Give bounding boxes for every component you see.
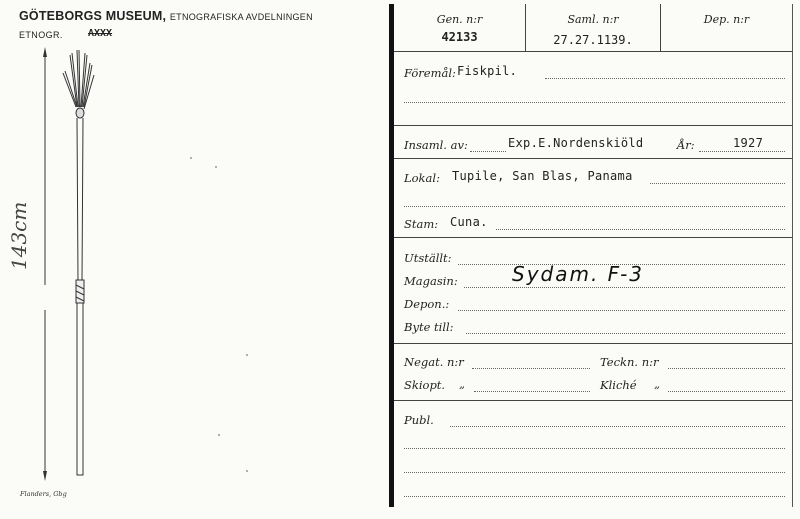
illustrator-mark: Flanders, Gbg xyxy=(20,490,67,498)
utstallt-label: Utställt: xyxy=(404,251,452,265)
section-rule xyxy=(394,158,792,159)
publ-label: Publ. xyxy=(404,413,434,427)
gen-label: Gen. n:r xyxy=(436,13,483,26)
card-divider xyxy=(389,4,394,507)
stam-value: Cuna. xyxy=(450,215,488,229)
kliche-label: Kliché xyxy=(600,378,637,392)
kliche-value: „ xyxy=(654,377,660,391)
saml-label: Saml. n:r xyxy=(567,13,619,26)
skiopt-value: „ xyxy=(459,377,465,391)
insaml-value: Exp.E.Nordenskiöld xyxy=(508,136,644,150)
section-rule xyxy=(394,125,792,126)
stam-label: Stam: xyxy=(404,217,439,231)
etnogr-value: AXXX xyxy=(88,28,113,39)
header-rule xyxy=(394,51,792,52)
insaml-label: Insaml. av: xyxy=(404,138,468,152)
foremal-label: Föremål: xyxy=(404,66,456,80)
negat-label: Negat. n:r xyxy=(404,355,464,369)
dep-label: Dep. n:r xyxy=(703,13,750,26)
section-rule xyxy=(394,343,792,344)
section-rule xyxy=(394,237,792,238)
saml-value: 27.27.1139. xyxy=(553,33,633,47)
ar-label: År: xyxy=(677,138,695,152)
magasin-value: Sydam. F-3 xyxy=(512,262,645,286)
foremal-value: Fiskpil. xyxy=(457,64,518,78)
header-separator xyxy=(660,4,661,51)
lokal-label: Lokal: xyxy=(404,171,440,185)
magasin-label: Magasin: xyxy=(404,274,458,288)
skiopt-label: Skiopt. xyxy=(404,378,446,392)
section-rule xyxy=(394,400,792,401)
museum-name: GÖTEBORGS MUSEUM, xyxy=(19,9,167,23)
fish-arrow-drawing xyxy=(10,45,110,495)
department-name: ETNOGRAFISKA AVDELNINGEN xyxy=(169,12,313,22)
teckn-label: Teckn. n:r xyxy=(600,355,659,369)
depon-label: Depon.: xyxy=(404,297,450,311)
ar-value: 1927 xyxy=(733,136,764,150)
gen-value: 42133 xyxy=(441,30,478,44)
museum-header xyxy=(19,9,313,23)
card-border xyxy=(792,4,793,507)
dimension-label: 143cm xyxy=(7,201,31,270)
etnogr-label: ETNOGR. xyxy=(19,30,63,40)
lokal-value: Tupile, San Blas, Panama xyxy=(452,169,633,183)
byte-label: Byte till: xyxy=(404,320,454,334)
